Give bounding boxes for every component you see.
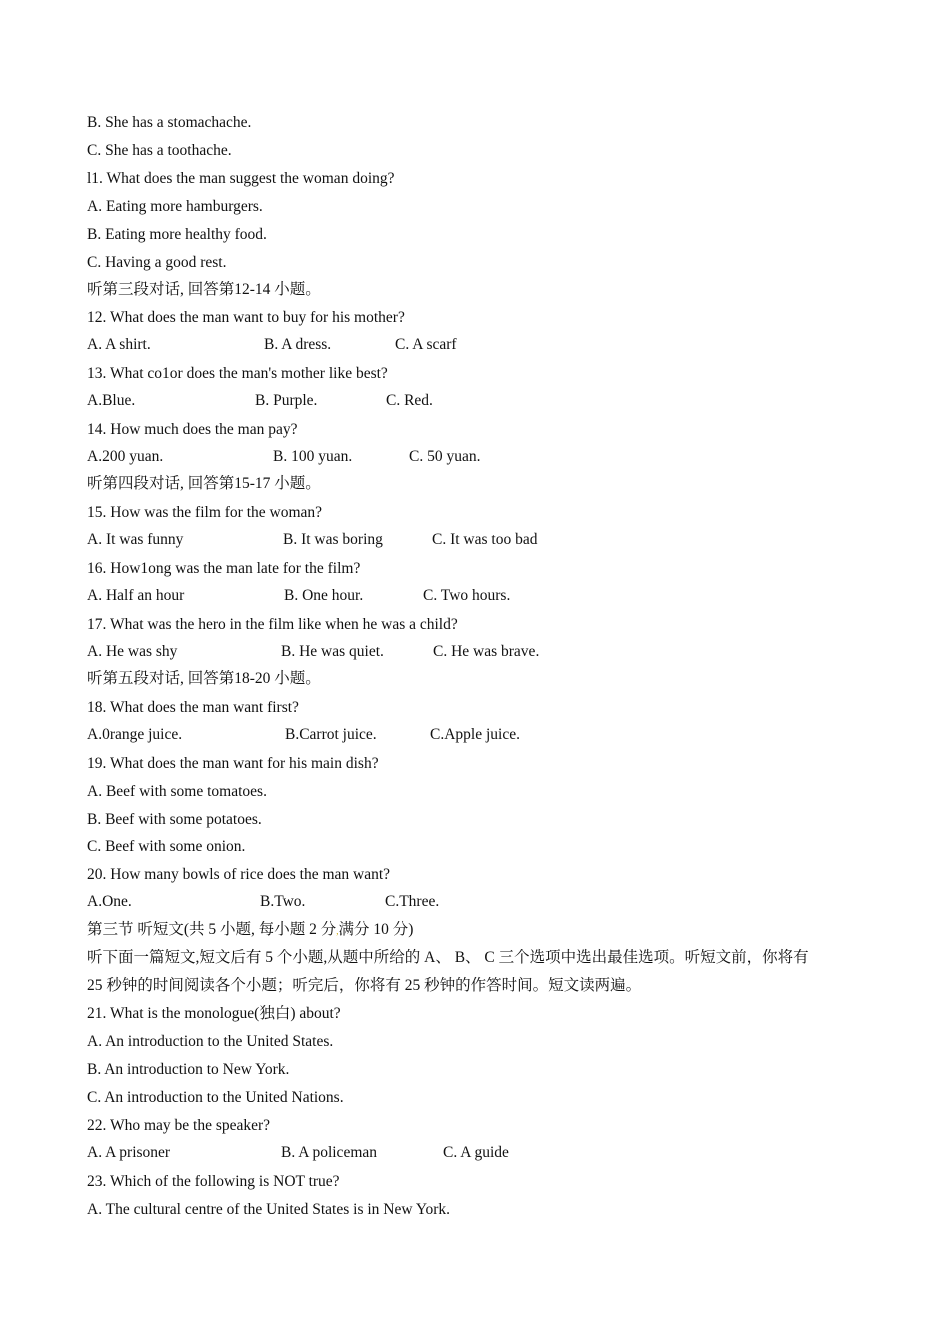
option-line: B. An introduction to New York.	[87, 1061, 290, 1078]
option-b: B. A policeman	[281, 1144, 378, 1161]
section-heading-part: 满分 10 分)	[338, 921, 414, 938]
option-b: B. 100 yuan.	[273, 448, 353, 465]
option-line: C. She has a toothache.	[87, 142, 232, 159]
question-16: 16. How1ong was the man late for the film?	[87, 560, 361, 577]
question-18: 18. What does the man want first?	[87, 699, 299, 716]
option-b: B.Two.	[260, 893, 306, 910]
options-row-q22	[87, 1144, 867, 1164]
options-row-q17	[87, 643, 867, 663]
option-c: C. Red.	[386, 392, 433, 409]
option-c: C. It was too bad	[432, 531, 538, 548]
option-line: A. The cultural centre of the United States is in New York.	[87, 1201, 451, 1218]
option-c: C. 50 yuan.	[409, 448, 481, 465]
option-a: A. It was funny	[87, 531, 184, 548]
section-instruction: 听第三段对话, 回答第12-14 小题。	[87, 281, 321, 298]
option-line: B. Beef with some potatoes.	[87, 811, 262, 828]
option-b: B. It was boring	[283, 531, 383, 548]
question-11: l1. What does the man suggest the woman doing?	[87, 170, 395, 187]
question-13: 13. What co1or does the man's mother like best?	[87, 365, 388, 382]
question-15: 15. How was the film for the woman?	[87, 504, 323, 521]
option-b: B.Carrot juice.	[285, 726, 377, 743]
options-row-q12	[87, 336, 867, 356]
question-14: 14. How much does the man pay?	[87, 421, 298, 438]
options-row-q13	[87, 392, 867, 412]
option-line: C. Having a good rest.	[87, 254, 227, 271]
option-line: C. An introduction to the United Nations.	[87, 1089, 344, 1106]
option-a: A. Half an hour	[87, 587, 185, 604]
option-c: C. A scarf	[395, 336, 457, 353]
option-c: C. He was brave.	[433, 643, 540, 660]
option-line: A. Eating more hamburgers.	[87, 198, 263, 215]
section-instruction: 25 秒钟的时间阅读各个小题；听完后，你将有 25 秒钟的作答时间。短文读两遍。	[87, 977, 642, 994]
question-23: 23. Which of the following is NOT true?	[87, 1173, 340, 1190]
option-c: C.Three.	[385, 893, 440, 910]
option-c: C. A guide	[443, 1144, 509, 1161]
option-c: C. Two hours.	[423, 587, 511, 604]
section-instruction: 听下面一篇短文,短文后有 5 个小题,从题中所给的 A、 B、 C 三个选项中选出最佳选项。听短文前，你将有	[87, 949, 809, 966]
option-a: A. A prisoner	[87, 1144, 171, 1161]
option-a: A.0range juice.	[87, 726, 183, 743]
option-a: A. He was shy	[87, 643, 178, 660]
option-b: B. One hour.	[284, 587, 364, 604]
options-row-q16	[87, 587, 867, 607]
question-12: 12. What does the man want to buy for his mother?	[87, 309, 405, 326]
section-instruction: 听第五段对话, 回答第18-20 小题。	[87, 670, 321, 687]
question-17: 17. What was the hero in the film like when he was a child?	[87, 616, 458, 633]
option-line: A. Beef with some tomatoes.	[87, 783, 267, 800]
option-b: B. He was quiet.	[281, 643, 384, 660]
question-20: 20. How many bowls of rice does the man want?	[87, 866, 391, 883]
section-instruction: 听第四段对话, 回答第15-17 小题。	[87, 475, 321, 492]
option-line: C. Beef with some onion.	[87, 838, 246, 855]
options-row-q15	[87, 531, 867, 551]
options-row-q18	[87, 726, 867, 746]
options-row-q20	[87, 893, 867, 913]
section-heading-part: 第三节 听短文(共 5 小题, 每小题 2 分	[87, 921, 337, 938]
option-a: A.One.	[87, 893, 132, 910]
option-c: C.Apple juice.	[430, 726, 520, 743]
option-line: B. Eating more healthy food.	[87, 226, 267, 243]
question-21: 21. What is the monologue(独白) about?	[87, 1005, 341, 1022]
option-line: B. She has a stomachache.	[87, 114, 252, 131]
option-a: A.200 yuan.	[87, 448, 164, 465]
options-row-q14	[87, 448, 867, 468]
option-a: A.Blue.	[87, 392, 136, 409]
option-b: B. Purple.	[255, 392, 318, 409]
question-19: 19. What does the man want for his main dish?	[87, 755, 379, 772]
option-line: A. An introduction to the United States.	[87, 1033, 334, 1050]
section-heading	[87, 920, 413, 941]
option-b: B. A dress.	[264, 336, 332, 353]
option-a: A. A shirt.	[87, 336, 151, 353]
question-22: 22. Who may be the speaker?	[87, 1117, 271, 1134]
comma-mark: ,	[336, 926, 339, 936]
